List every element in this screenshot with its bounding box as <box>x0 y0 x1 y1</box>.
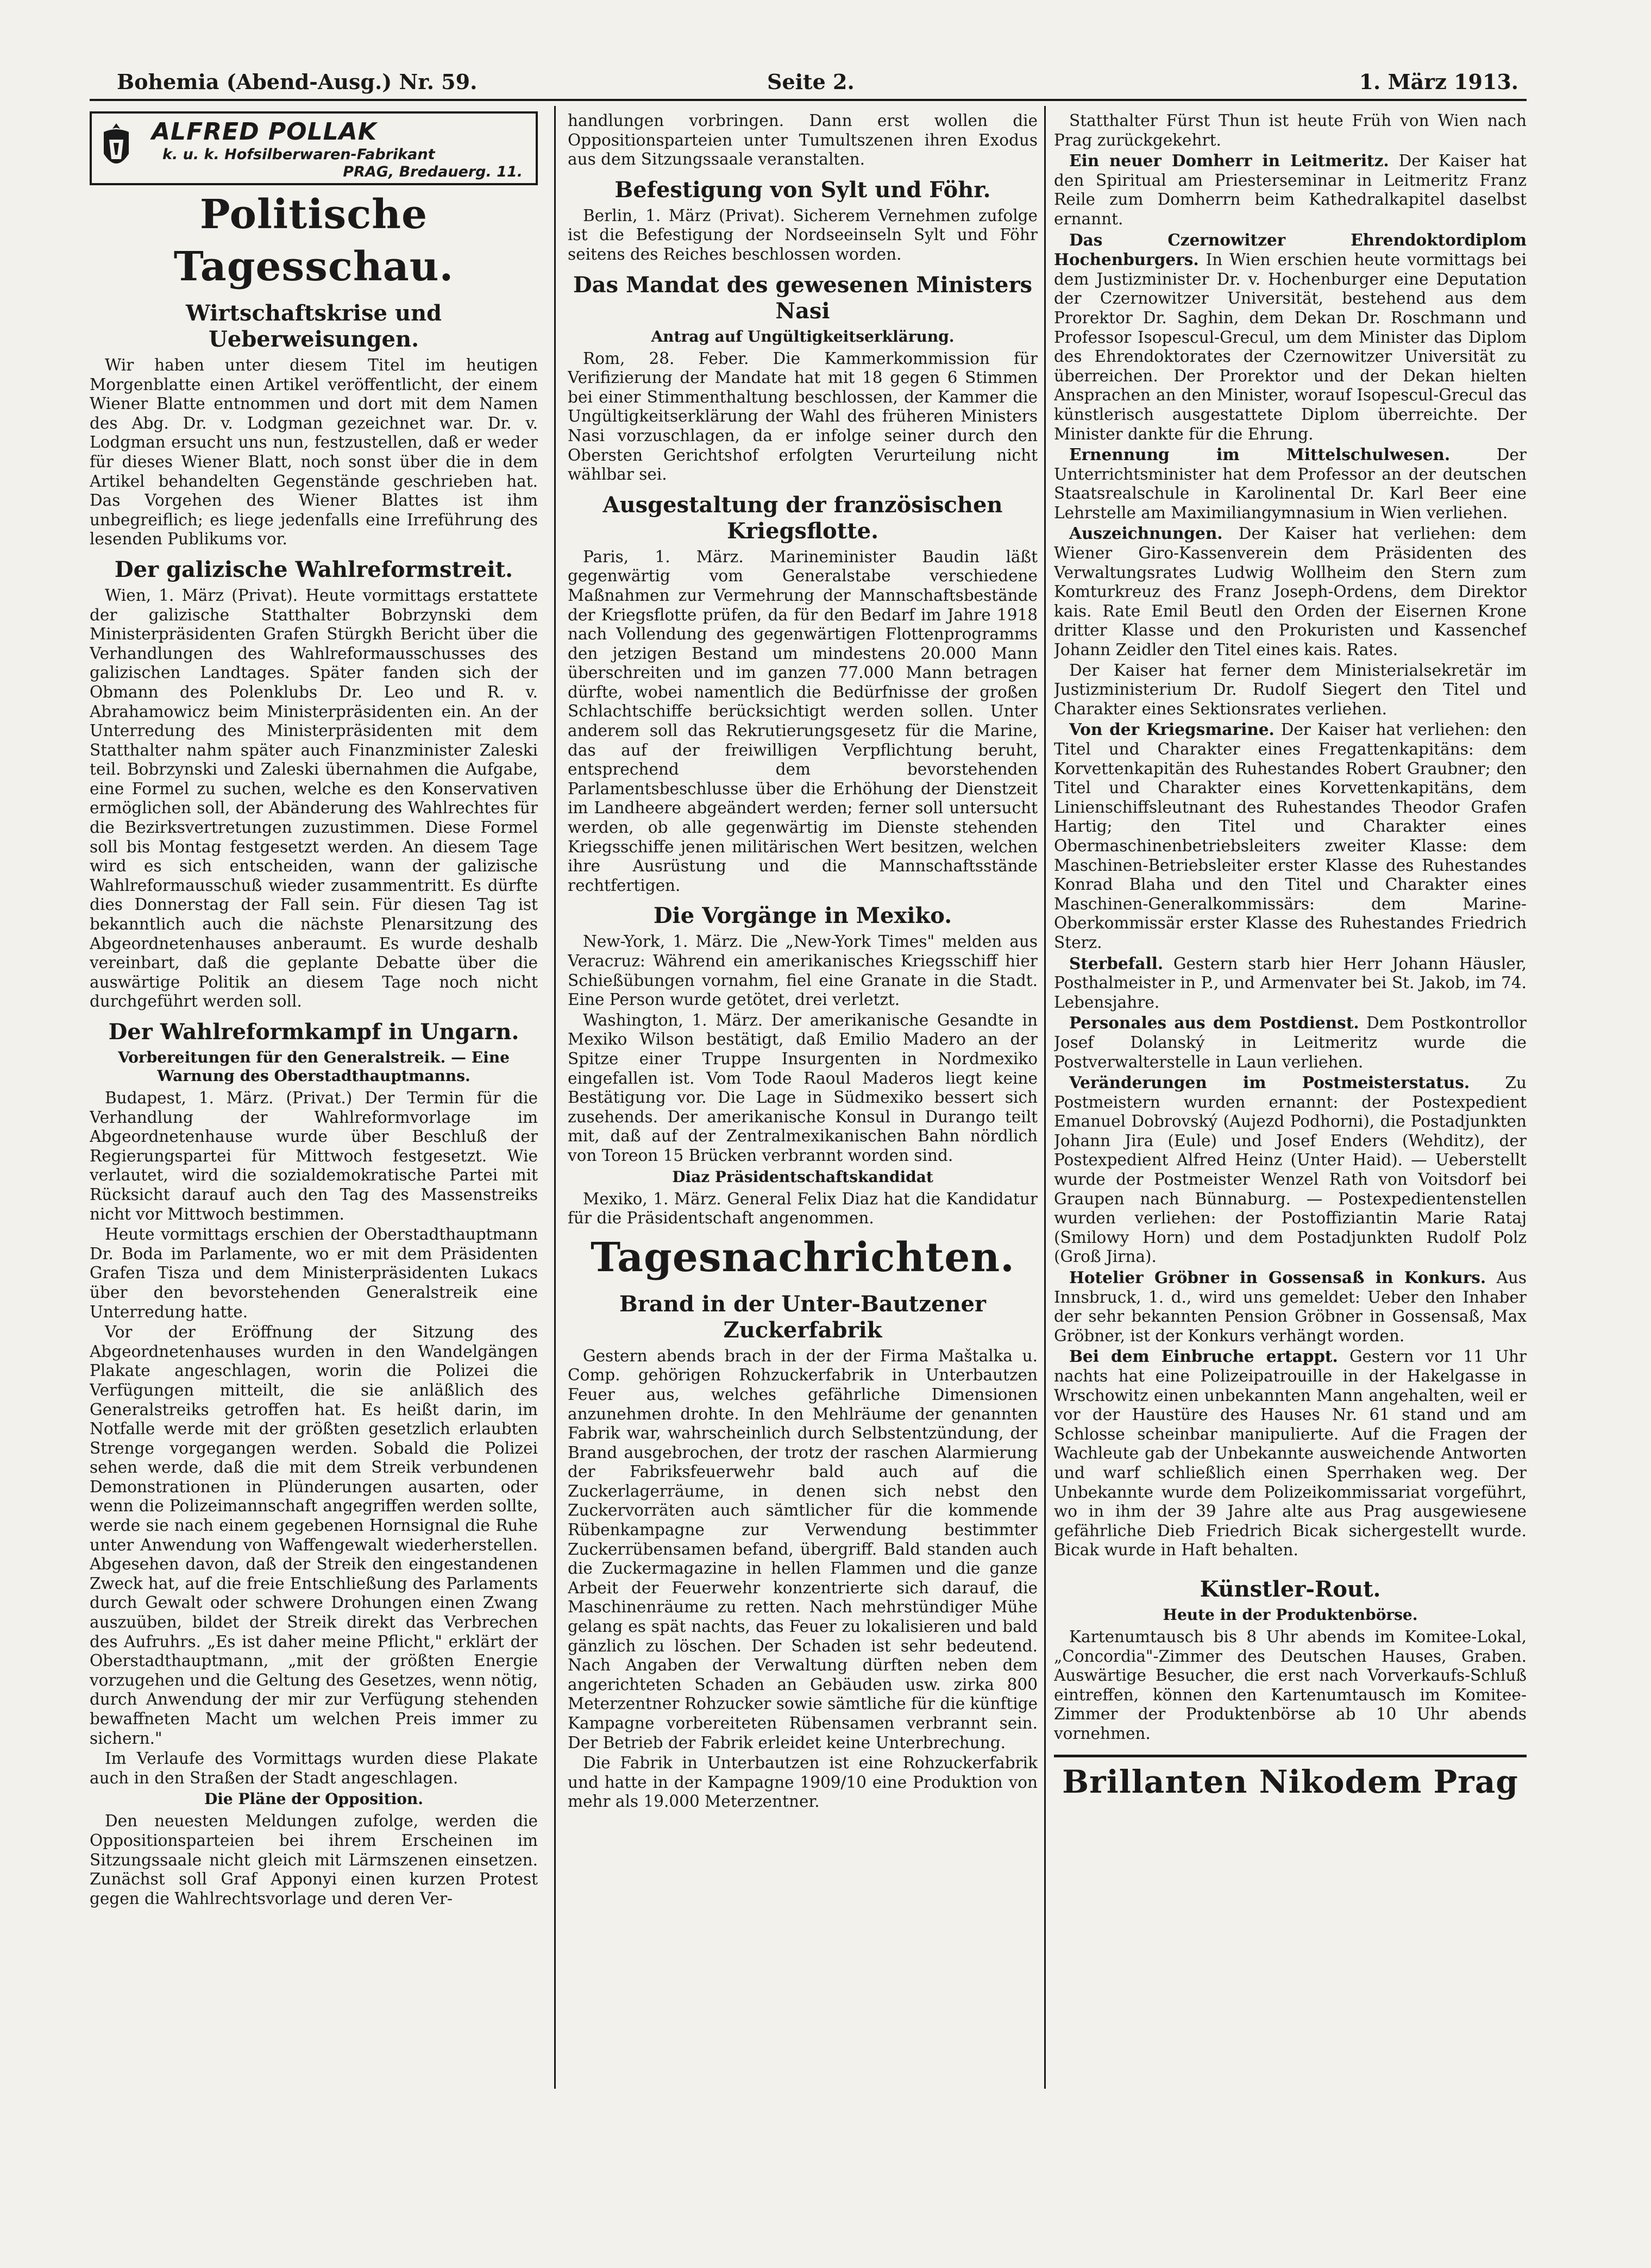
news-item <box>1054 1013 1527 1072</box>
header-page-number: Seite 2. <box>767 70 855 94</box>
page-header <box>117 70 1518 95</box>
spacer <box>1054 1561 1527 1569</box>
article-paragraph: Mexiko, 1. März. General Felix Diaz hat die Kandidatur für die Präsidentschaft angenommen. <box>568 1189 1038 1228</box>
section-title-politische: Politische Tagesschau. <box>173 191 454 290</box>
article-title: Der Wahlreformkampf in Ungarn. <box>108 1019 519 1045</box>
article-paragraph: Berlin, 1. März (Privat). Sicherem Vernehmen zufolge ist die Befestigung der Nordseeinseln Sylt und Föhr seitens des Reiches beschlossen worden. <box>568 206 1038 263</box>
news-item-text: Gestern vor 11 Uhr nachts hat eine Polizeipatrouille in der Hakelgasse in Wrschowitz einen unbekannten Mann angehalten, weil er vor der Haustüre des Hauses Nr. 61 stand und am Schlosse scheinbar manipulierte. Auf die Fragen der Wachleute gab der Unbekannte ausweichende Antworten und warf schließlich einen Sperrhaken weg. Der Unbekannte wurde dem Polizeikommissariat vorgeführt, wo in ihm der 39 Jahre alte aus Prag ausgewiesene gefährliche Dieb Friedrich Bicak sichergestellt wurde. Bicak wurde in Haft behalten. <box>1054 1347 1527 1560</box>
article-subtitle: Die Pläne der Opposition. <box>204 1790 424 1808</box>
news-item-lead: Von der Kriegsmarine. <box>1069 720 1275 739</box>
news-item-text: Der Kaiser hat verliehen: den Titel und Charakter eines Fregattenkapitäns: dem Korvettenkapitän des Ruhestandes Robert Graubner; den Titel und Charakter eines Korvettenkapitäns, dem Linienschiffsleutnant des Ruhestandes Theodor Grafen Hartig; den Titel und Charakter eines Obermaschinenbetriebsleiters zweiter Klasse: dem Maschinen-Betriebsleiter erster Klasse des Ruhestandes Konrad Blaha und den Titel und Charakter eines Maschinen-Generalkommissärs: dem Marine-Oberkommissär erster Klasse des Ruhestandes Friedrich Sterz. <box>1054 720 1527 952</box>
news-item <box>1054 524 1527 659</box>
news-item-lead: Ernennung im Mittelschulwesen. <box>1069 445 1451 464</box>
news-item-text: Der Kaiser hat verliehen: dem Wiener Giro-Kassenverein dem Präsidenten des Verwaltungsrates Ludwig Wollheim den Stern zum Komturkreuz des Franz Joseph-Ordens, dem Direktor kais. Rate Emil Beutl den Orden der Eisernen Krone dritter Klasse und den Prokuristen und Kassenchef Johann Zeidler den Titel eines kais. Rates. <box>1054 524 1527 659</box>
column-2 <box>568 111 1038 2094</box>
article-paragraph: handlungen vorbringen. Dann erst wollen die Oppositionsparteien unter Tumultszenen ihren Exodus aus dem Sitzungssaale veranstalten. <box>568 111 1038 169</box>
news-item: Statthalter Fürst Thun ist heute Früh von Wien nach Prag zurückgekehrt. <box>1054 111 1527 149</box>
article-paragraph: Rom, 28. Feber. Die Kammerkommission für Verifizierung der Mandate hat mit 18 gegen 6 Stimmen bei einer Stimmenthaltung beschlossen, der Kammer die Ungültigkeitserklärung der Wahl des früheren Ministers Nasi vorzuschlagen, da er infolge seiner durch den Obersten Gerichtshof erfolgten Verurteilung nicht wählbar sei. <box>568 349 1038 484</box>
article-paragraph: Die Fabrik in Unterbautzen ist eine Rohzuckerfabrik und hatte in der Kampagne 1909/10 eine Produktion von mehr als 19.000 Meterzentner. <box>568 1754 1038 1811</box>
news-item <box>1054 1073 1527 1267</box>
article-paragraph: Vor der Eröffnung der Sitzung des Abgeordnetenhauses wurden in den Wandelgängen Plakate angeschlagen, worin die Polizei die Verfügungen mitteilt, die sie anläßlich des Generalstreiks getroffen hat. Es heißt darin, im Notfalle werde mit der größten gesetzlich erlaubten Strenge vorgegangen werden. Sobald die Polizei sehen werde, daß die mit dem Streik verbundenen Demonstrationen in Plünderungen ausarten, oder wenn die Polizeimannschaft angegriffen werden sollte, werde sie nach einem gegebenen Hornsignal die Ruhe unter Anwendung von Waffengewalt wiederherstellen. Abgesehen davon, daß der Streik den eingestandenen Zweck hat, auf die freie Entschließung des Parlaments durch Gewalt oder schwere Drohungen einen Zwang auszuüben, bildet der Streik direkt das Verbrechen des Aufruhrs. „Es ist daher meine Pflicht," erklärt der Oberstadthauptmann, „mit der größten Energie vorzugehen und die Geltung des Gesetzes, wenn nötig, durch Anwendung der mir zur Verfügung stehenden bewaffneten Macht um welchen Preis immer zu sichern." <box>90 1323 538 1748</box>
article-title: Der galizische Wahlreformstreit. <box>114 556 513 582</box>
news-item <box>1054 230 1527 444</box>
header-date: 1. März 1913. <box>1359 70 1518 94</box>
news-item-text: Zu Postmeistern wurden ernannt: der Postexpedient Emanuel Dobrovský (Aujezd Podhorni), die Postadjunkten Johann Jira (Eule) und Josef Enders (Wehditz), der Postexpedient Alfred Heinz (Unter Haid). — Ueberstellt wurde der Postmeister Wenzel Rath von Voitsdorf bei Graupen nach Bünnaburg. — Postexpedientenstellen wurden verliehen: der Postoffiziantin Marie Rataj (Smilowy Horn) und dem Postadjunkten Rudolf Polz (Groß Jirna). <box>1054 1073 1527 1266</box>
news-item: Kartenumtausch bis 8 Uhr abends im Komitee-Lokal, „Concordia"-Zimmer des Deutschen Hauses, Graben. Auswärtige Besucher, die erst nach Vorverkaufs-Schluß eintreffen, können den Kartenumtausch im Komitee-Zimmer der Produktenbörse ab 10 Uhr abends vornehmen. <box>1054 1627 1527 1743</box>
article-subtitle: Diaz Präsidentschaftskandidat <box>672 1167 933 1186</box>
news-item-lead: Das Czernowitzer Ehrendoktordiplom Hochenburgers. <box>1054 230 1527 269</box>
news-item-text: Aus Innsbruck, 1. d., wird uns gemeldet: Ueber den Inhaber der sehr bekannten Pension Gröbner in Gossensaß, Max Gröbner, ist der Konkurs verhängt worden. <box>1054 1268 1527 1345</box>
news-item <box>1054 151 1527 229</box>
news-item <box>1054 720 1527 952</box>
ad-company-name: ALFRED POLLAK <box>152 118 377 146</box>
article-paragraph: Washington, 1. März. Der amerikanische Gesandte in Mexiko Wilson bestätigt, daß Emilio Madero an der Spitze einer Truppe Insurgenten in Nordmexiko eingefallen ist. Vom Tode Raoul Maderos liegt keine Bestätigung vor. Die Lage in Südmexiko bessert sich zusehends. Der amerikanische Konsul in Durango teilt mit, daß auf der Zentralmexikanischen Bahn nördlich von Toreon 15 Brücken verbrannt worden sind. <box>568 1010 1038 1165</box>
column-3 <box>1054 111 1527 2094</box>
section-title-tagesnachrichten: Tagesnachrichten. <box>591 1234 1015 1281</box>
article-paragraph: Budapest, 1. März. (Privat.) Der Termin für die Verhandlung der Wahlreformvorlage im Abgeordnetenhause wurde über Beschluß der Regierungspartei für Mittwoch festgesetzt. Wie verlautet, wird die sozialdemokratische Partei mit Rücksicht darauf auch den Tag des Massenstreiks nicht vor Mittwoch bestimmen. <box>90 1089 538 1223</box>
header-publication: Bohemia (Abend-Ausg.) Nr. 59. <box>117 70 478 94</box>
article-paragraph: Wir haben unter diesem Titel im heutigen Morgenblatte einen Artikel veröffentlicht, der einem Wiener Blatte entnommen und dort mit dem Namen des Abg. Dr. v. Lodgman gezeichnet war. Dr. v. Lodgman ersucht uns nun, festzustellen, daß er weder für dieses Wiener Blatt, noch sonst über die in dem Artikel behandelten Gegenstände geschrieben hat. Das Vorgehen des Wiener Blattes ist ihm unbegreiflich; es liege jedenfalls eine Irreführung des lesenden Publikums vor. <box>90 356 538 549</box>
news-item-lead: Veränderungen im Postmeisterstatus. <box>1069 1073 1470 1092</box>
news-item: Der Kaiser hat ferner dem Ministerialsekretär im Justizministerium Dr. Rudolf Siegert den Titel und Charakter eines Sektionsrates verliehen. <box>1054 661 1527 718</box>
article-paragraph: Heute vormittags erschien der Oberstadthauptmann Dr. Boda im Parlamente, wo er mit dem Präsidenten Grafen Tisza und dem Ministerpräsidenten Lukacs über den bevorstehenden Generalstreik eine Unterredung hatte. <box>90 1225 538 1321</box>
news-item <box>1054 954 1527 1013</box>
news-item <box>1054 445 1527 523</box>
column-1 <box>90 111 538 2094</box>
article-paragraph: Im Verlaufe des Vormittags wurden diese Plakate auch in den Straßen der Stadt angeschlagen. <box>90 1749 538 1787</box>
article-title: Befestigung von Sylt und Föhr. <box>614 177 991 203</box>
news-item <box>1054 1347 1527 1560</box>
article-paragraph: Wien, 1. März (Privat). Heute vormittags erstattete der galizische Statthalter Bobrzynski dem Ministerpräsidenten Grafen Stürgkh Bericht über die Verhandlungen des Wahlreformausschusses des galizischen Landtages. Später fanden sich der Obmann des Polenklubs Dr. Leo und R. v. Abrahamowicz beim Ministerpräsidenten ein. An der Unterredung des Ministerpräsidenten mit dem Statthalter nahm später auch Finanzminister Zaleski teil. Bobrzynski und Zaleski übernahmen die Aufgabe, eine Formel zu suchen, welche es den Konservativen ermöglichen soll, der Abänderung des Wahlrechtes für die Bezirksvertretungen zuzustimmen. Diese Formel soll bis Montag festgesetzt werden. An diesem Tage wird es sich entscheiden, wann der galizische Wahlreformausschuß wieder zusammentritt. Es dürfte dies Donnerstag der Fall sein. Für diesen Tag ist bekanntlich auch die nächste Plenarsitzung des Abgeordnetenhauses anberaumt. Es wurde deshalb vereinbart, daß die geplante Debatte über die auswärtige Politik an diesem Tage noch nicht durchgeführt werden soll. <box>90 586 538 1011</box>
article-title: Wirtschaftskrise und Ueberweisungen. <box>185 300 442 352</box>
ad-company-address: PRAG, Bredauerg. 11. <box>343 164 523 180</box>
eagle-crest-icon <box>99 121 133 174</box>
article-paragraph: Paris, 1. März. Marineminister Baudin läßt gegenwärtig vom Generalstabe verschiedene Maßnahmen zur Vermehrung der Mannschaftsbestände der Kriegsflotte prüfen, da für den Bedarf im Jahre 1918 nach Vollendung des gegenwärtigen Flottenprogramms den jetzigen Bestand um mindestens 20.000 Mann überschreiten und im ganzen 77.000 Mann betragen dürfte, wobei namentlich die Bedürfnisse der großen Schlachtschiffe berücksichtigt werden sollen. Unter anderem soll das Rekrutierungsgesetz für die Marine, das auf der freiwilligen Verpflichtung beruht, entsprechend dem bevorstehenden Parlamentsbeschlusse über die Erhöhung der Dienstzeit im Landheere abgeändert werden; ferner soll untersucht werden, ob alle gegenwärtig im Dienste stehenden Kriegsschiffe jenen militärischen Wert besitzen, welchen ihre Ausrüstung und die Mannschaftsstände rechtfertigen. <box>568 547 1038 895</box>
news-item-text: In Wien erschien heute vormittags bei dem Justizminister Dr. v. Hochenburger eine Deputation der Czernowitzer Universität, bestehend aus dem Prorektor Dr. Saghin, dem Dekan Dr. Roschmann und Professor Isopescul-Grecul, um dem Minister das Diplom des Ehrendoktorates der Czernowitzer Universität zu überreichen. Der Prorektor und der Dekan hielten Ansprachen an den Minister, worauf Isopescul-Grecul das künstlerisch ausgestattete Diplom überreichte. Der Minister dankte für die Ehrung. <box>1054 250 1527 443</box>
header-rule <box>90 99 1527 101</box>
article-paragraph: Den neuesten Meldungen zufolge, werden die Oppositionsparteien bei ihrem Erscheinen im Sitzungssaale nicht gleich mit Lärmszenen einsetzen. Zunächst soll Graf Apponyi einen kurzen Protest gegen die Wahlrechtsvorlage und deren Ver- <box>90 1812 538 1908</box>
news-item-lead: Auszeichnungen. <box>1069 524 1223 543</box>
news-item-text: Dem Postkontrollor Josef Dolanský in Leitmeritz wurde die Postverwalterstelle in Laun verliehen. <box>1054 1014 1527 1071</box>
news-item-lead: Personales aus dem Postdienst. <box>1069 1013 1359 1033</box>
news-item <box>1054 1268 1527 1346</box>
column-divider-1 <box>554 106 556 2089</box>
news-item-lead: Sterbefall. <box>1069 953 1164 973</box>
news-item-lead: Bei dem Einbruche ertappt. <box>1069 1347 1338 1366</box>
article-paragraph: New-York, 1. März. Die „New-York Times" melden aus Veracruz: Während ein amerikanisches Kriegsschiff hier Schießübungen vornahm, fiel eine Granate in die Stadt. Eine Person wurde getötet, drei verletzt. <box>568 932 1038 1009</box>
news-item-text: Der Unterrichtsminister hat dem Professor an der deutschen Staatsrealschule in Karolinental Dr. Karl Beer eine Lehrstelle am Maximiliangymnasium in Wien verliehen. <box>1054 445 1527 522</box>
article-title: Künstler-Rout. <box>1200 1576 1381 1602</box>
ad-company-title: k. u. k. Hofsilberwaren-Fabrikant <box>162 146 435 163</box>
news-item-lead: Ein neuer Domherr in Leitmeritz. <box>1069 151 1389 171</box>
advertisement-pollak <box>90 111 538 185</box>
article-subtitle: Heute in der Produktenbörse. <box>1163 1605 1418 1624</box>
article-title: Das Mandat des gewesenen Ministers Nasi <box>573 272 1033 324</box>
article-subtitle: Antrag auf Ungültigkeitserklärung. <box>651 327 955 345</box>
news-item-text: Der Kaiser hat den Spiritual am Priesterseminar in Leitmeritz Franz Reile zum Domherrn beim Kathedralkapitel daselbst ernannt. <box>1054 152 1527 228</box>
article-paragraph: Gestern abends brach in der der Firma Maštalka u. Comp. gehörigen Rohzuckerfabrik in Unterbautzen Feuer aus, welches gefährliche Dimensionen anzunehmen drohte. In den Mehlräume der genannten Fabrik war, wahrscheinlich durch Selbstentzündung, der Brand ausgebrochen, der trotz der raschen Alarmierung der Fabriksfeuerwehr bald auch auf die Zuckerlagerräume, in denen sich nebst den Zuckervorräten auch sämtlicher für die kommende Rübenkampagne zur Verwendung bestimmter Zuckerrübensamen befand, übergriff. Bald standen auch die Zuckermagazine in hellen Flammen und die ganze Arbeit der Feuerwehr konzentrierte sich darauf, die Maschinenräume zu retten. Nach mehrstündiger Mühe gelang es spät nachts, das Feuer zu lokalisieren und bald gänzlich zu löschen. Der Schaden ist sehr bedeutend. Nach Angaben der Verwaltung dürften neben dem angerichteten Schaden an Gebäuden usw. zirka 800 Meterzentner Rohzucker sowie sämtliche für die künftige Kampagne vorbereiteten Rübensamen verbrannt sein. Der Betrieb der Fabrik erleidet keine Unterbrechung. <box>568 1346 1038 1752</box>
article-title: Die Vorgänge in Mexiko. <box>653 903 952 929</box>
article-title: Brand in der Unter-Bautzener Zuckerfabrik <box>619 1291 987 1343</box>
advertisement-brillanten: Brillanten Nikodem Prag <box>1054 1755 1527 1801</box>
article-title: Ausgestaltung der französischen Kriegsflotte. <box>602 492 1003 544</box>
news-item-lead: Hotelier Gröbner in Gossensaß in Konkurs. <box>1069 1268 1486 1287</box>
news-item-text: Gestern starb hier Herr Johann Häusler, Posthalmeister in P., und Armenvater bei St. Jakob, im 74. Lebensjahre. <box>1054 954 1527 1012</box>
article-subtitle: Vorbereitungen für den Generalstreik. — Eine Warnung des Oberstadthauptmanns. <box>118 1048 510 1085</box>
column-divider-2 <box>1044 106 1046 2089</box>
